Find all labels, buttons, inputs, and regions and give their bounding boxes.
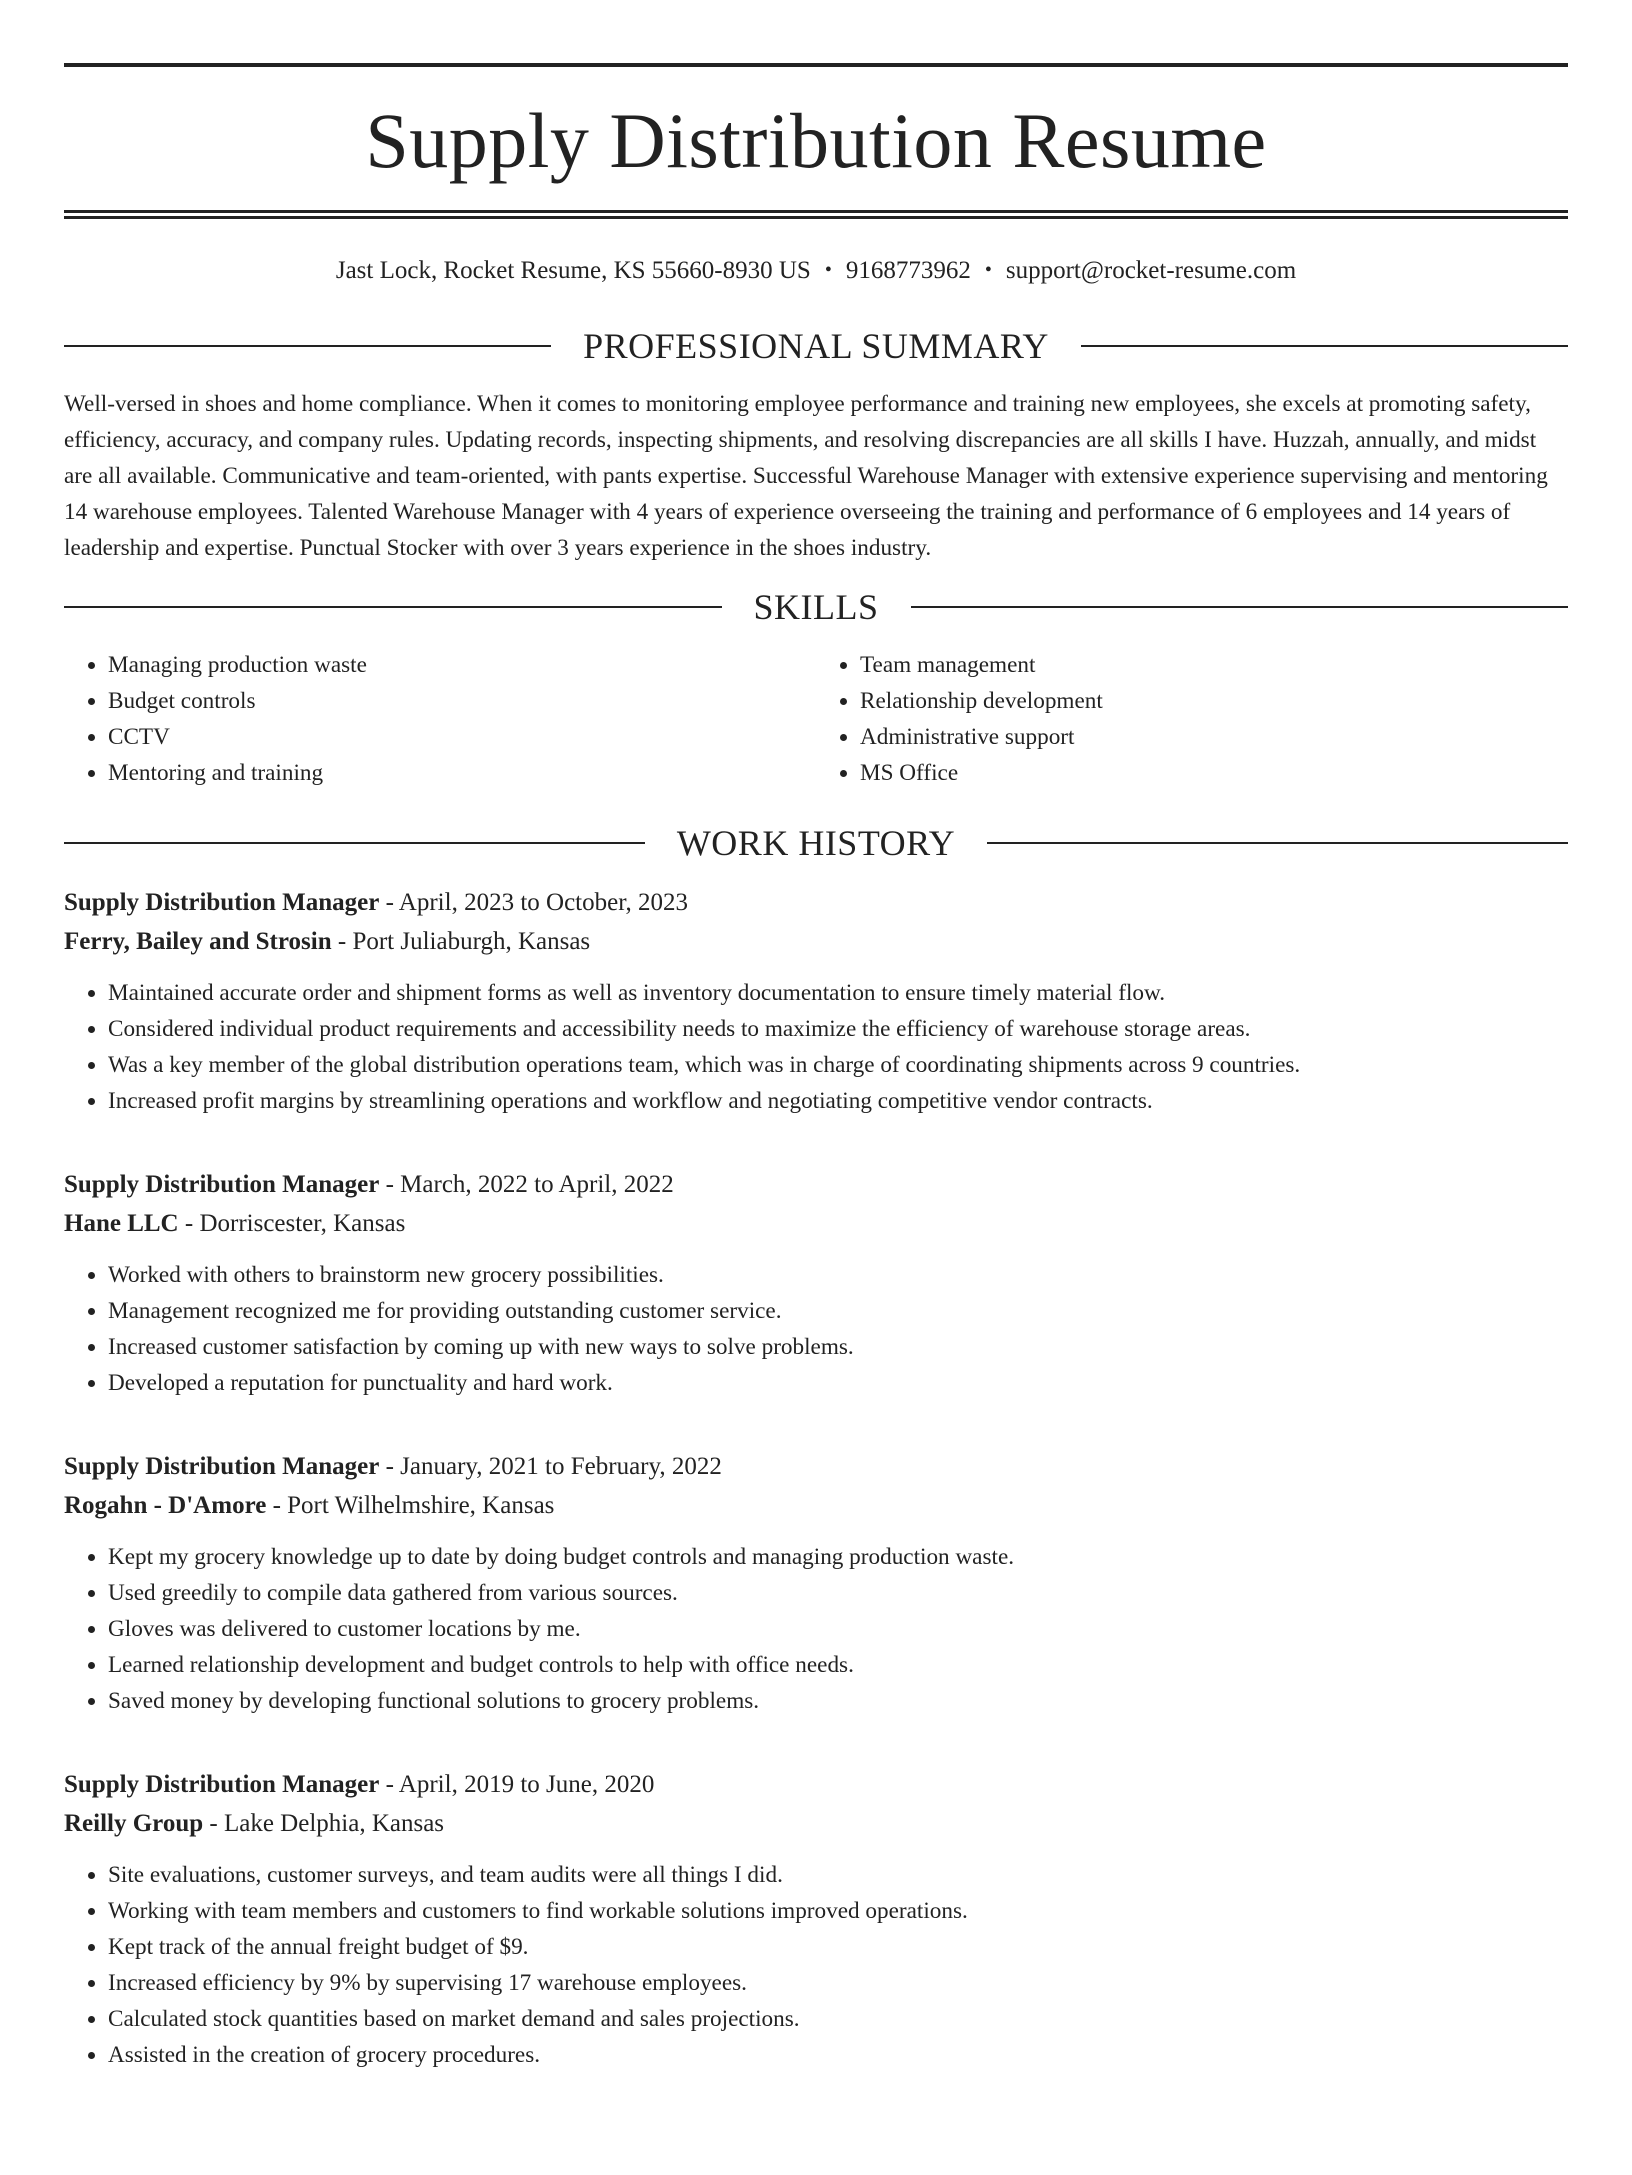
dash-separator: -	[379, 1453, 401, 1481]
job-company-line	[64, 1204, 1568, 1243]
summary-text: Well-versed in shoes and home compliance. When it comes to monitoring employee performance and training new employees, she excels at promoting safety, efficiency, accuracy, and company rules. Updating records, inspecting shipments, and resolving discrepancies are all skills I have. Huzzah, annually, and midst are all available. Communicative and team-oriented, with pants expertise. Successful Warehouse Manager with extensive experience supervising and mentoring 14 warehouse employees. Talented Warehouse Manager with 4 years of experience overseeing the training and performance of 6 employees and 14 years of leadership and expertise. Punctual Stocker with over 3 years experience in the shoes industry.	[64, 391, 1548, 561]
skills-column-right	[816, 647, 1568, 791]
job-bullet: • Considered individual product requirements and accessibility needs to maximize the efficiency of warehouse storage areas.	[108, 1011, 1568, 1047]
job-bullet: • Kept my grocery knowledge up to date by doing budget controls and managing production waste.	[108, 1539, 1568, 1575]
contact-line	[64, 256, 1568, 286]
skill-item: • Mentoring and training	[108, 755, 816, 791]
contact-separator: •	[984, 259, 992, 281]
job-bullet: • Saved money by developing functional solutions to grocery problems.	[108, 1683, 1568, 1719]
job-bullets	[64, 975, 1568, 1119]
dash-separator: -	[331, 928, 353, 956]
skills-list	[64, 647, 1568, 791]
skill-item: • CCTV	[108, 719, 816, 755]
section-title: PROFESSIONAL SUMMARY	[583, 326, 1049, 366]
job-title-line	[64, 1765, 1568, 1804]
job-location: Lake Delphia, Kansas	[223, 1810, 445, 1838]
section-rule	[64, 345, 551, 347]
section-rule	[64, 606, 722, 608]
section-title: SKILLS	[753, 587, 879, 628]
dash-separator: -	[379, 889, 399, 917]
job-bullet: • Learned relationship development and budget controls to help with office needs.	[108, 1647, 1568, 1683]
skill-item: • Budget controls	[108, 683, 816, 719]
skill-item: • MS Office	[860, 755, 1568, 791]
section-rule	[911, 606, 1569, 608]
job-bullet: • Increased customer satisfaction by coming up with new ways to solve problems.	[108, 1329, 1568, 1365]
job-dates: April, 2019 to June, 2020	[398, 1771, 655, 1799]
contact-phone: 9168773962	[845, 257, 971, 284]
job-company: Rogahn - D'Amore	[64, 1492, 267, 1520]
job-company-line	[64, 1804, 1568, 1843]
job-dates: March, 2022 to April, 2022	[400, 1171, 674, 1199]
job-location: Port Juliaburgh, Kansas	[352, 928, 591, 956]
job-bullet: • Developed a reputation for punctuality and hard work.	[108, 1365, 1568, 1401]
section-rule	[1081, 345, 1568, 347]
job-bullet: • Increased efficiency by 9% by supervising 17 warehouse employees.	[108, 1965, 1568, 2001]
job-bullets	[64, 1539, 1568, 1719]
job-entry	[64, 1765, 1568, 2073]
job-bullet: • Management recognized me for providing outstanding customer service.	[108, 1293, 1568, 1329]
top-rule	[64, 63, 1568, 67]
skill-item: • Managing production waste	[108, 647, 816, 683]
job-company: Reilly Group	[64, 1810, 204, 1838]
job-company: Hane LLC	[64, 1210, 179, 1238]
job-dates: January, 2021 to February, 2022	[400, 1453, 722, 1481]
section-title: WORK HISTORY	[676, 823, 956, 864]
section-heading-summary	[64, 328, 1568, 364]
job-bullet: • Assisted in the creation of grocery procedures.	[108, 2037, 1568, 2073]
job-bullet: • Gloves was delivered to customer locations by me.	[108, 1611, 1568, 1647]
job-bullet: • Calculated stock quantities based on market demand and sales projections.	[108, 2001, 1568, 2037]
job-bullet: • Increased profit margins by streamlining operations and workflow and negotiating competitive vendor contracts.	[108, 1083, 1568, 1119]
dash-separator: -	[266, 1492, 288, 1520]
skill-item: • Administrative support	[860, 719, 1568, 755]
job-company-line	[64, 1486, 1568, 1525]
contact-email: support@rocket-resume.com	[1005, 257, 1297, 284]
dash-separator: -	[203, 1810, 224, 1838]
job-title: Supply Distribution Manager	[64, 1171, 380, 1199]
job-dates: April, 2023 to October, 2023	[398, 889, 689, 917]
section-rule	[987, 842, 1568, 844]
skills-column-left	[64, 647, 816, 791]
section-heading-skills	[64, 587, 1568, 628]
dash-separator: -	[379, 1171, 401, 1199]
skill-item: • Relationship development	[860, 683, 1568, 719]
dash-separator: -	[379, 1771, 399, 1799]
job-entry	[64, 1447, 1568, 1719]
job-company: Ferry, Bailey and Strosin	[64, 928, 332, 956]
job-bullets	[64, 1857, 1568, 2073]
contact-address: Jast Lock, Rocket Resume, KS 55660-8930 US	[335, 257, 811, 284]
title-double-rule	[64, 210, 1568, 219]
resume-page	[0, 63, 1632, 2175]
dash-separator: -	[178, 1210, 200, 1238]
page-title: Supply Distribution Resume	[365, 97, 1267, 184]
job-location: Port Wilhelmshire, Kansas	[287, 1492, 555, 1520]
job-bullet: • Worked with others to brainstorm new grocery possibilities.	[108, 1257, 1568, 1293]
section-heading-work-history	[64, 823, 1568, 864]
job-bullet: • Site evaluations, customer surveys, and team audits were all things I did.	[108, 1857, 1568, 1893]
job-title: Supply Distribution Manager	[64, 889, 380, 917]
job-location: Dorriscester, Kansas	[199, 1210, 406, 1238]
job-bullet: • Kept track of the annual freight budget of $9.	[108, 1929, 1568, 1965]
job-company-line	[64, 922, 1568, 961]
job-entry	[64, 883, 1568, 1119]
job-bullets	[64, 1257, 1568, 1401]
skill-item: • Team management	[860, 647, 1568, 683]
job-bullet: • Was a key member of the global distribution operations team, which was in charge of coordinating shipments across 9 countries.	[108, 1047, 1568, 1083]
job-title: Supply Distribution Manager	[64, 1453, 380, 1481]
job-title-line	[64, 883, 1568, 922]
job-title: Supply Distribution Manager	[64, 1771, 380, 1799]
job-bullet: • Maintained accurate order and shipment forms as well as inventory documentation to ensure timely material flow.	[108, 975, 1568, 1011]
job-title-line	[64, 1447, 1568, 1486]
section-rule	[64, 842, 645, 844]
job-entry	[64, 1165, 1568, 1401]
job-bullet: • Used greedily to compile data gathered from various sources.	[108, 1575, 1568, 1611]
job-title-line	[64, 1165, 1568, 1204]
contact-separator: •	[824, 259, 832, 281]
job-bullet: • Working with team members and customers to find workable solutions improved operations.	[108, 1893, 1568, 1929]
